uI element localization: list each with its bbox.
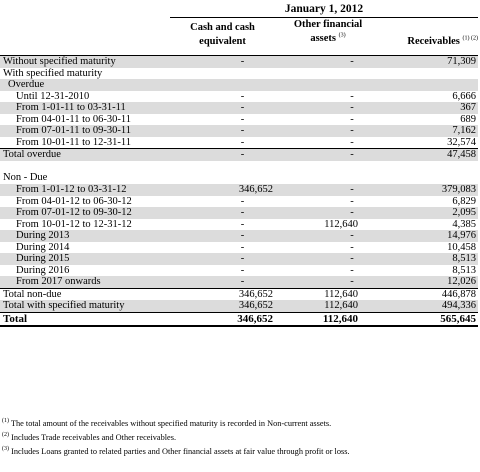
cell-other-financial-assets: 112,640: [322, 313, 358, 326]
table-row: [0, 102, 478, 114]
row-label: From 1-01-12 to 03-31-12: [16, 184, 127, 196]
cell-cash: -: [240, 113, 245, 125]
cell-other-financial-assets: -: [350, 241, 354, 253]
cell-receivables: 446,878: [441, 288, 476, 300]
cell-cash: -: [240, 125, 245, 137]
cell-other-financial-assets: 112,640: [324, 288, 358, 300]
table-row: [0, 253, 478, 265]
column-header-cash: [170, 21, 275, 49]
row-label: Until 12-31-2010: [16, 90, 90, 102]
cell-other-financial-assets: -: [350, 253, 354, 265]
footnote: [2, 431, 478, 445]
table-row: [0, 172, 478, 184]
row-label: During 2016: [16, 264, 70, 276]
footnote: [2, 417, 478, 431]
cell-receivables: 12,026: [447, 276, 476, 288]
row-label: During 2013: [16, 230, 70, 242]
row-label: With specified maturity: [3, 67, 103, 79]
table-row: [0, 68, 478, 80]
column-header-cash-line1: Cash and cash: [190, 22, 255, 33]
cell-other-financial-assets: -: [350, 184, 354, 196]
cell-receivables: 6,666: [452, 90, 476, 102]
column-header-ofa-line1: Other financial: [293, 19, 363, 30]
cell-other-financial-assets: -: [350, 264, 354, 276]
footnote-mark: (3): [2, 446, 9, 453]
cell-receivables: 379,083: [441, 184, 476, 196]
cell-cash: -: [240, 195, 245, 207]
footnote-text: The total amount of the receivables without specified maturity is recorded in Non-current assets.: [9, 419, 332, 428]
table-row: [0, 207, 478, 219]
row-label: From 07-01-11 to 09-30-11: [16, 125, 132, 137]
cell-other-financial-assets: 112,640: [324, 218, 358, 230]
cell-other-financial-assets: -: [350, 102, 354, 114]
cell-cash: 346,652: [237, 313, 273, 326]
row-label: Total: [3, 313, 28, 326]
cell-cash: 346,652: [238, 288, 273, 300]
cell-receivables: 6,829: [452, 195, 476, 207]
cell-other-financial-assets: -: [350, 207, 354, 219]
table-row: [0, 79, 478, 91]
table-row: [0, 276, 478, 288]
table-row: [0, 196, 478, 208]
cell-cash: -: [240, 90, 245, 102]
cell-other-financial-assets: -: [350, 113, 354, 125]
cell-cash: -: [240, 102, 245, 114]
row-label: From 10-01-11 to 12-31-11: [16, 136, 132, 148]
cell-other-financial-assets: -: [350, 136, 354, 148]
row-label: During 2015: [16, 253, 70, 265]
cell-cash: -: [240, 207, 245, 219]
row-label: From 07-01-12 to 09-30-12: [16, 207, 132, 219]
table-row: [0, 91, 478, 103]
row-label: Total overdue: [3, 149, 61, 161]
table-row: [0, 125, 478, 137]
cell-receivables: 32,574: [447, 136, 476, 148]
row-label: From 04-01-12 to 06-30-12: [16, 195, 132, 207]
cell-other-financial-assets: -: [350, 90, 354, 102]
table-row: [0, 230, 478, 242]
cell-receivables: 47,458: [447, 149, 476, 161]
cell-other-financial-assets: -: [350, 56, 354, 67]
cell-receivables: 367: [460, 102, 476, 114]
table-row: [0, 242, 478, 254]
footnote-text: Includes Trade receivables and Other receivables.: [9, 433, 177, 442]
cell-other-financial-assets: 112,640: [324, 300, 358, 312]
footnote-ref-3: (3): [338, 32, 346, 39]
table-row: [0, 219, 478, 231]
cell-other-financial-assets: -: [350, 195, 354, 207]
footnote-text: Includes Loans granted to related parties and Other financial assets at fair value through profit or loss.: [9, 447, 350, 456]
table-row: [0, 137, 478, 149]
row-label: From 2017 onwards: [16, 276, 101, 288]
cell-other-financial-assets: -: [350, 276, 354, 288]
row-label: From 1-01-11 to 03-31-11: [16, 102, 126, 114]
table-row: [0, 312, 478, 327]
cell-receivables: 494,336: [441, 300, 476, 312]
column-header-cash-line2: equivalent: [199, 36, 246, 47]
cell-receivables: 8,513: [452, 253, 476, 265]
cell-cash: -: [240, 230, 245, 242]
footnote-mark: (1): [2, 418, 9, 425]
table-row: [0, 55, 478, 68]
row-label: During 2014: [16, 241, 70, 253]
cell-cash: -: [240, 276, 245, 288]
row-label: Total non-due: [3, 288, 62, 300]
column-header-ofa-line2: assets: [310, 33, 337, 44]
row-label: From 10-01-12 to 12-31-12: [16, 218, 132, 230]
period-header: January 1, 2012: [284, 3, 364, 15]
table-row: [0, 288, 478, 301]
column-header-receivables: [380, 35, 478, 49]
table-row: [0, 265, 478, 277]
footnote: [2, 445, 478, 459]
cell-other-financial-assets: -: [350, 149, 354, 161]
cell-receivables: 7,162: [452, 125, 476, 137]
cell-cash: 346,652: [238, 184, 273, 196]
row-label: From 04-01-11 to 06-30-11: [16, 113, 132, 125]
cell-cash: -: [240, 218, 245, 230]
cell-cash: -: [240, 136, 245, 148]
column-header-other-financial-assets: [282, 18, 374, 46]
table-row: [0, 148, 478, 161]
cell-cash: -: [240, 264, 245, 276]
cell-receivables: 689: [460, 113, 476, 125]
cell-other-financial-assets: -: [350, 230, 354, 242]
row-label: Total with specified maturity: [3, 300, 125, 312]
row-label: Non - Due: [3, 172, 48, 184]
table-row: [0, 161, 478, 173]
cell-cash: -: [240, 241, 245, 253]
table-row: [0, 184, 478, 196]
cell-receivables: 565,645: [440, 313, 476, 326]
footnote-mark: (2): [2, 432, 9, 439]
cell-cash: 346,652: [238, 300, 273, 312]
row-label: Without specified maturity: [3, 56, 116, 67]
cell-receivables: 4,385: [452, 218, 476, 230]
maturity-table: [0, 55, 478, 327]
cell-receivables: 8,513: [452, 264, 476, 276]
footnote-ref-1-2: (1) (2): [462, 35, 478, 42]
column-header-receivables-label: Receivables: [407, 36, 460, 47]
table-row: [0, 114, 478, 126]
cell-cash: -: [240, 56, 245, 67]
cell-receivables: 71,309: [447, 56, 476, 67]
footnotes: [2, 417, 478, 459]
table-row: [0, 300, 478, 312]
cell-receivables: 14,976: [447, 230, 476, 242]
cell-cash: -: [240, 253, 245, 265]
cell-cash: -: [240, 149, 245, 161]
row-label: Overdue: [8, 79, 45, 91]
cell-receivables: 2,095: [452, 207, 476, 219]
cell-other-financial-assets: -: [350, 125, 354, 137]
cell-receivables: 10,458: [447, 241, 476, 253]
